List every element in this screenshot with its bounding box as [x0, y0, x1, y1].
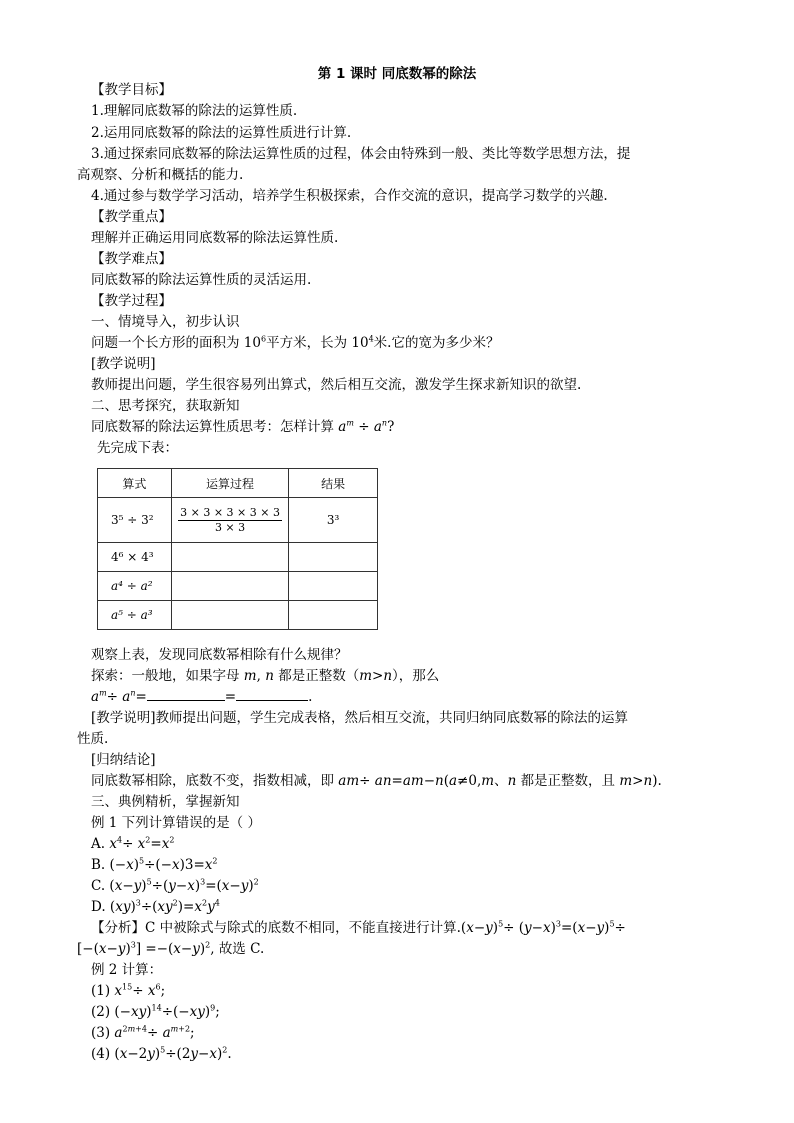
answer-blank[interactable] [236, 687, 308, 701]
answer-blank[interactable] [147, 687, 225, 701]
table-cell-process [171, 601, 289, 630]
explore-blanks: $a^m\div a^n=$ = . [91, 688, 313, 705]
example2-item-2: (2) $(-xy)^{14}\div(-xy)^9$; [91, 1003, 220, 1020]
table-instruction: 先完成下表： [97, 440, 178, 456]
observe-question: 观察上表，发现同底数幂相除有什么规律？ [91, 647, 348, 663]
table-header-row [98, 469, 378, 498]
objective-4: 4.通过参与数学学习活动，培养学生积极探索，合作交流的意识，提高学习数学的兴趣. [91, 188, 608, 204]
example2-item-4: (4) $(x-2y)^5\div(2y-x)^2$. [91, 1045, 232, 1062]
table-cell-process [171, 572, 289, 601]
table-cell-result: 3³ [289, 498, 378, 543]
note1-label: [教学说明] [91, 356, 156, 372]
table-cell-result [289, 572, 378, 601]
difficulty-header: 【教学难点】 [91, 251, 172, 267]
table-row [98, 498, 378, 543]
process-header: 【教学过程】 [91, 293, 172, 309]
part3-title: 三、典例精析，掌握新知 [91, 794, 240, 810]
example2-item-1: (1) $x^{15}\div x^6$; [91, 982, 166, 999]
key-points-text: 理解并正确运用同底数幂的除法运算性质. [91, 230, 339, 246]
table-cell-expression: 4⁶ × 4³ [98, 543, 172, 572]
note1-text: 教师提出问题，学生很容易列出算式，然后相互交流，激发学生探求新知识的欲望. [91, 377, 582, 393]
table-row [98, 601, 378, 630]
objective-1: 1.理解同底数幂的除法的运算性质. [91, 103, 298, 119]
option-c: C. $(x-y)^5\div(y-x)^3=(x-y)^2$ [91, 877, 259, 894]
part1-question: 问题一个长方形的面积为 $10^6$平方米，长为 $10^4$米.它的宽为多少米？ [91, 334, 500, 351]
table-cell-process [171, 498, 289, 543]
difficulty-text: 同底数幂的除法运算性质的灵活运用. [91, 272, 312, 288]
table-header: 运算过程 [171, 469, 289, 498]
table-cell-result [289, 543, 378, 572]
key-points-header: 【教学重点】 [91, 209, 172, 225]
note2-line2: 性质. [77, 731, 109, 747]
page-title: 第 1 课时 同底数幂的除法 [317, 66, 477, 82]
table-cell-expression: a⁵ ÷ a³ [98, 601, 172, 630]
exploration-table [97, 468, 378, 630]
objective-2: 2.运用同底数幂的除法的运算性质进行计算. [91, 125, 352, 141]
analysis-line2: $[-(x-y)^3] =-(x-y)^2$, 故选 C. [77, 940, 265, 957]
note2-line1: [教学说明]教师提出问题，学生完成表格，然后相互交流，共同归纳同底数幂的除法的运算 [91, 710, 629, 726]
table-header: 结果 [289, 469, 378, 498]
table-row [98, 543, 378, 572]
table-cell-result [289, 601, 378, 630]
table-row [98, 572, 378, 601]
explore-text: 探索：一般地，如果字母 m, n 都是正整数（m>n），那么 [91, 668, 440, 684]
conclusion-text: 同底数幂相除，底数不变，指数相减，即 am÷ an=am−n(a≠0,m、n 都是正整数，且 m>n). [91, 773, 662, 789]
objective-3-line1: 3.通过探索同底数幂的除法运算性质的过程，体会由特殊到一般、类比等数学思想方法，提 [91, 146, 631, 162]
option-b: B. $(-x)^5\div(-x)3=x^2$ [91, 856, 218, 873]
process-fraction: $\frac{3 \times 3 \times 3 \times 3 \times 3}{3 \times 3}$ [180, 506, 280, 534]
option-d: D. $(xy)^3\div(xy^2)=x^2y^4$ [91, 898, 220, 915]
example1-question: 例 1 下列计算错误的是（ ） [91, 815, 261, 831]
option-a: A. $x^4\div x^2=x^2$ [91, 835, 175, 852]
example2-item-3: (3) $a^{2m+4}\div a^{m+2}$; [91, 1024, 195, 1041]
objective-3-line2: 高观察、分析和概括的能力. [77, 167, 244, 183]
example2-question: 例 2 计算： [91, 962, 163, 978]
table-cell-expression: 3⁵ ÷ 3² [98, 498, 172, 543]
table-cell-expression: a⁴ ÷ a² [98, 572, 172, 601]
part2-question: 同底数幂的除法运算性质思考：怎样计算 $a^m \div a^n$? [91, 418, 395, 435]
table-cell-process [171, 543, 289, 572]
part2-title: 二、思考探究，获取新知 [91, 398, 240, 414]
objectives-header: 【教学目标】 [91, 82, 172, 98]
conclusion-header: [归纳结论] [91, 752, 156, 768]
part1-title: 一、情境导入，初步认识 [91, 314, 240, 330]
table-header: 算式 [98, 469, 172, 498]
analysis-line1: 【分析】C 中被除式与除式的底数不相同，不能直接进行计算$.(x-y)^5\div (y-x)^3=(x-y)^5\div$ [91, 919, 626, 936]
